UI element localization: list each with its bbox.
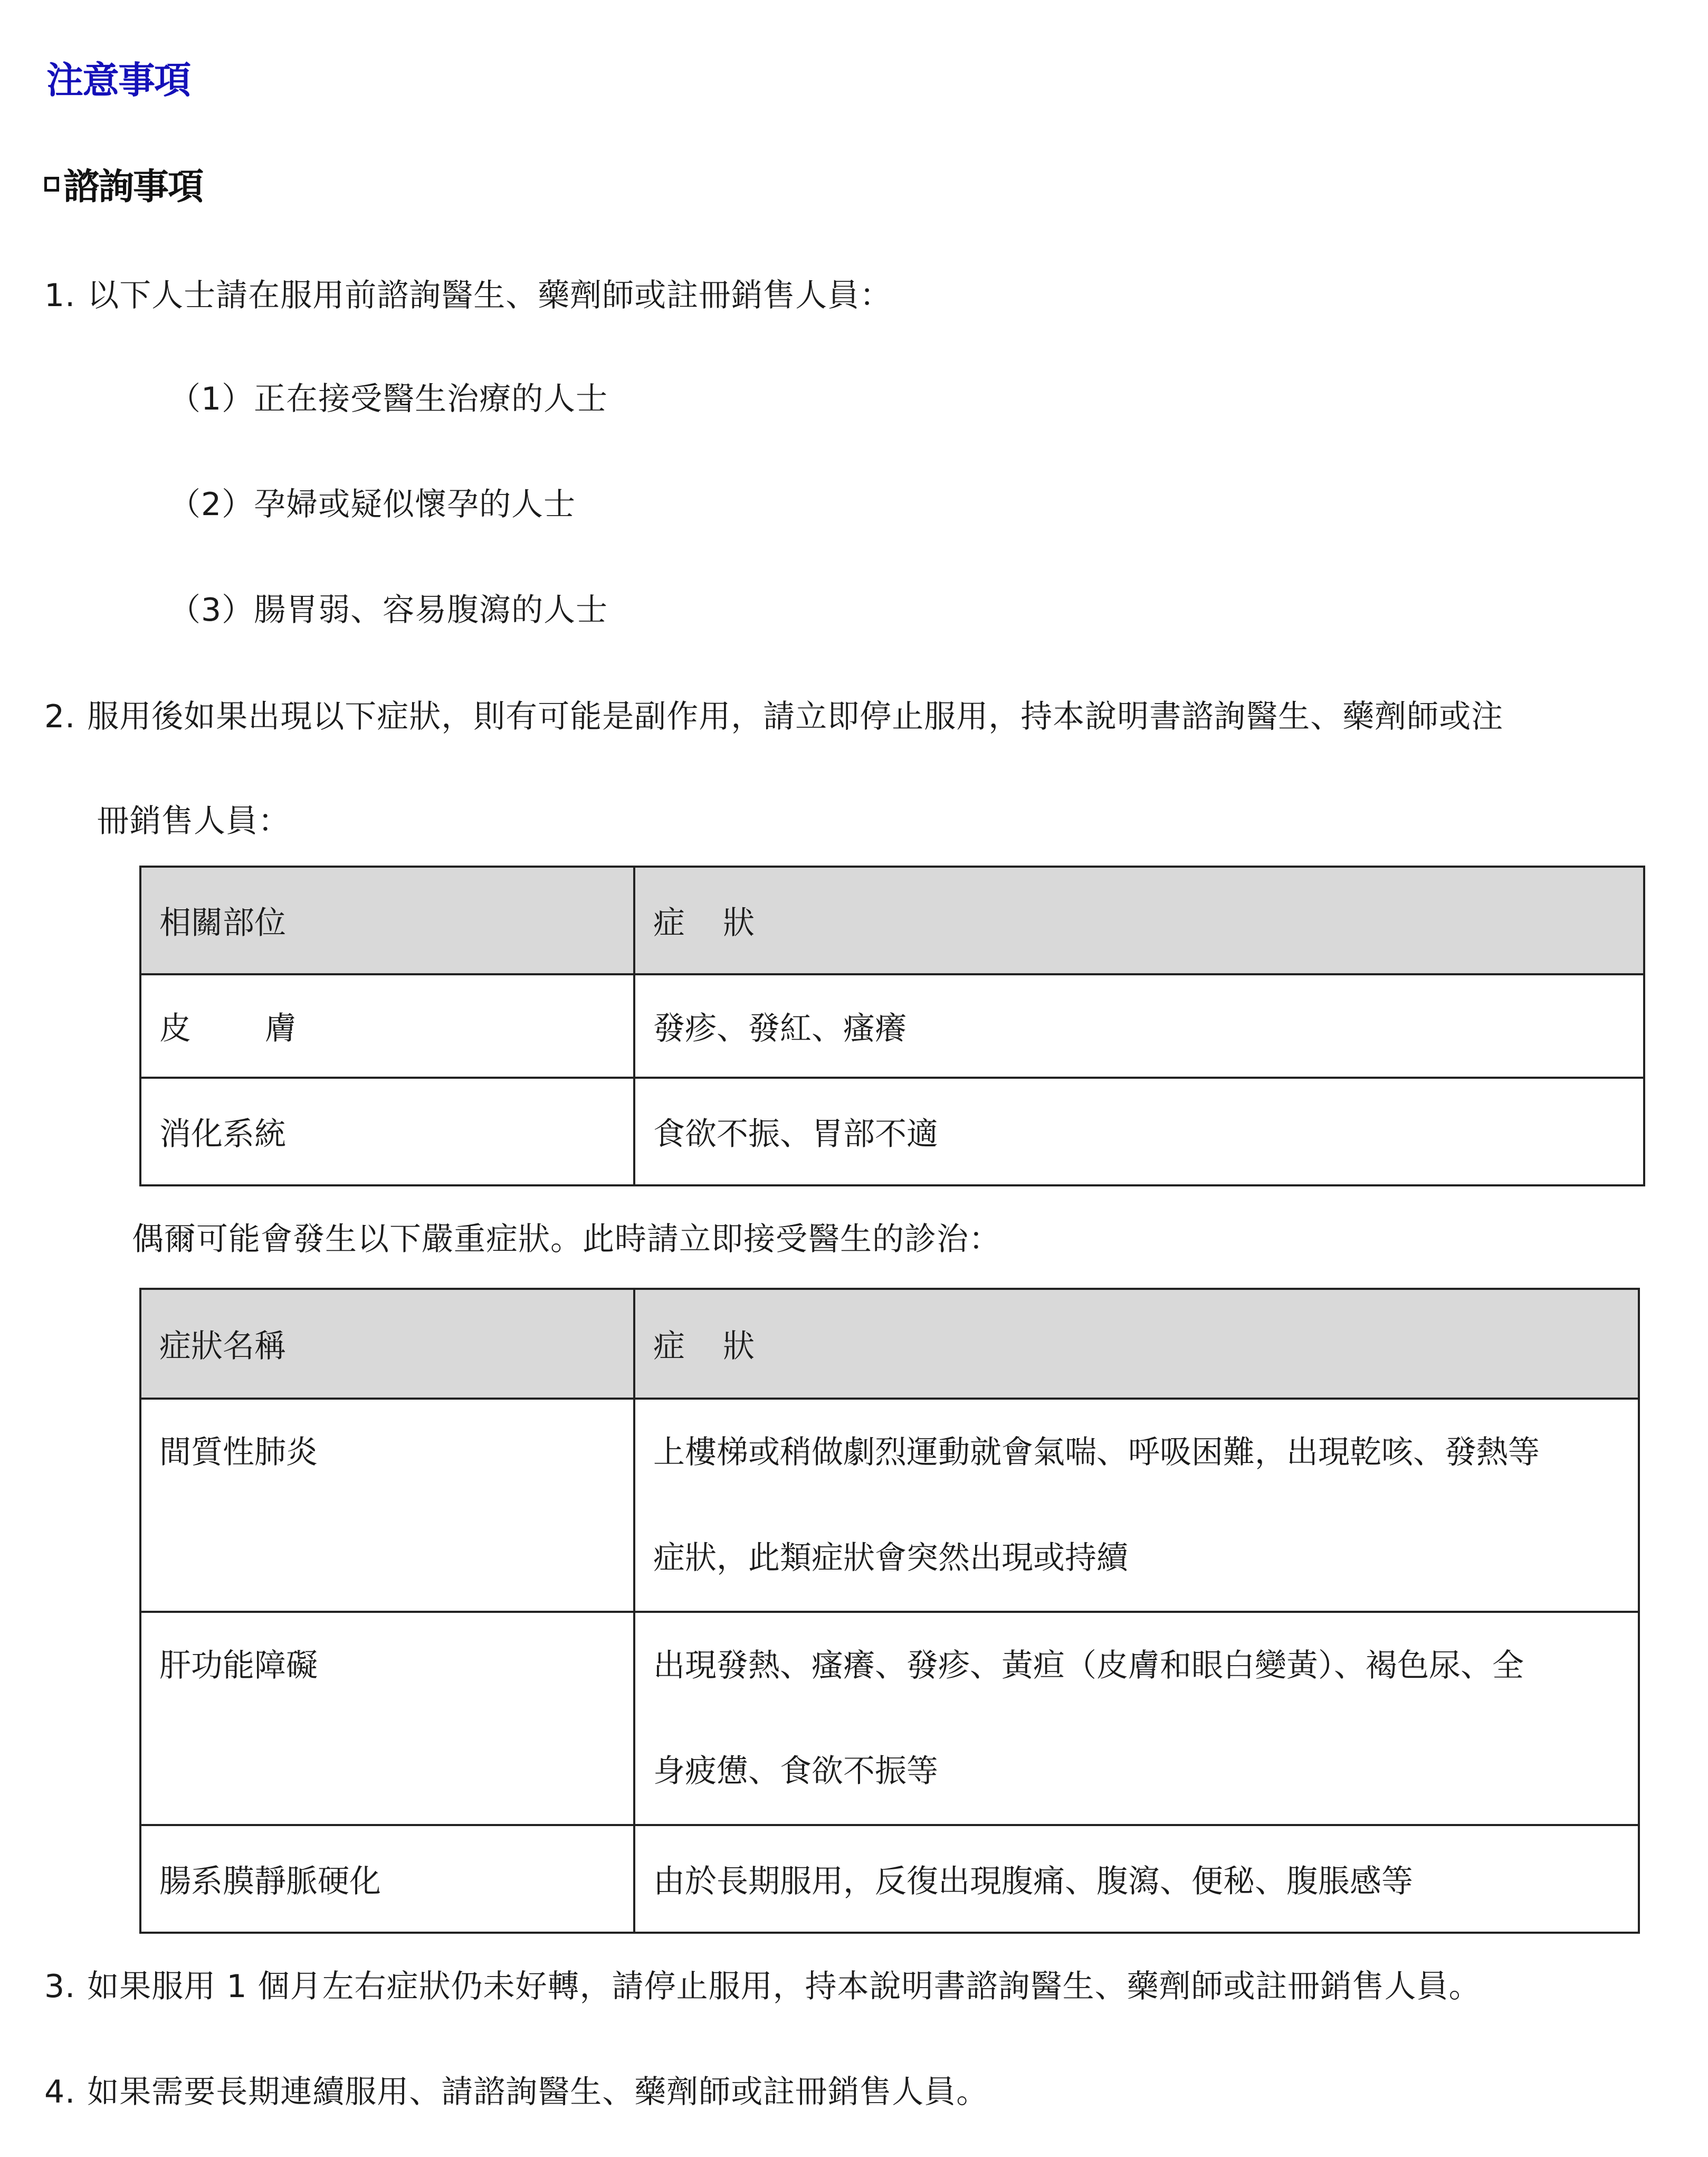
section-title: 注意事項 [46,59,190,102]
table-row [140,1612,1639,1825]
list-item-text: 如果需要長期連續服用、請諮詢醫生、藥劑師或註冊銷售人員。 [87,2074,989,2111]
list-item-text: 服用後如果出現以下症狀，則有可能是副作用，請立即停止服用，持本說明書諮詢醫生、藥劑師或注 [87,698,1504,735]
table-cell-symptom: 食欲不振、胃部不適 [634,1078,1644,1185]
serious-symptoms-note: 偶爾可能會發生以下嚴重症狀。此時請立即接受醫生的診治： [132,1221,1001,1258]
list-item-number: 4. [44,2074,76,2111]
sub-item-2: （2）孕婦或疑似懷孕的人士 [169,486,576,523]
table-header-cell: 相關部位 [140,867,634,974]
symptom-table-2 [139,1288,1640,1934]
list-item-number: 3. [44,1968,76,2005]
list-item-number: 2. [44,698,76,735]
table-cell-name: 腸系膜靜脈硬化 [140,1825,634,1933]
list-item-4 [44,2067,988,2112]
subheading [44,158,203,210]
table-cell-part: 消化系統 [140,1078,634,1185]
table-header-row [140,1289,1639,1399]
subheading-text: 諮詢事項 [63,166,203,208]
symptom-table-1 [139,866,1645,1186]
list-item-2 [44,691,1503,737]
list-item-1 [44,270,892,316]
table-row [140,1825,1639,1933]
table-header-cell: 症狀 [634,867,1644,974]
table-row [140,1078,1644,1185]
table-cell-part: 皮膚 [140,974,634,1078]
list-item-number: 1. [44,277,76,314]
checkbox-bullet-icon [44,177,59,192]
sub-item-1: （1）正在接受醫生治療的人士 [169,381,608,417]
table-header-row [140,867,1644,974]
list-item-text: 如果服用 1 個月左右症狀仍未好轉，請停止服用，持本說明書諮詢醫生、藥劑師或註冊銷售人員。 [87,1968,1481,2005]
table-cell-name: 肝功能障礙 [140,1612,634,1825]
table-header-cell: 症狀名稱 [140,1289,634,1399]
table-cell-symptom: 由於長期服用，反復出現腹痛、腹瀉、便秘、腹脹感等 [634,1825,1639,1933]
list-item-text: 以下人士請在服用前諮詢醫生、藥劑師或註冊銷售人員： [87,277,892,314]
table-row [140,974,1644,1078]
table-cell-symptom: 出現發熱、瘙癢、發疹、黃疸（皮膚和眼白變黃）、褐色尿、全 身疲憊、食欲不振等 [634,1612,1639,1825]
table-header-cell: 症狀 [634,1289,1639,1399]
table-cell-symptom: 發疹、發紅、瘙癢 [634,974,1644,1078]
sub-item-3: （3）腸胃弱、容易腹瀉的人士 [169,592,608,629]
list-item-3 [44,1961,1481,2007]
table-cell-symptom: 上樓梯或稍做劇烈運動就會氣喘、呼吸困難，出現乾咳、發熱等 症狀，此類症狀會突然出現或持續 [634,1399,1639,1612]
table-row [140,1399,1639,1612]
list-item-2-continuation: 冊銷售人員： [97,803,290,840]
table-cell-name: 間質性肺炎 [140,1399,634,1612]
